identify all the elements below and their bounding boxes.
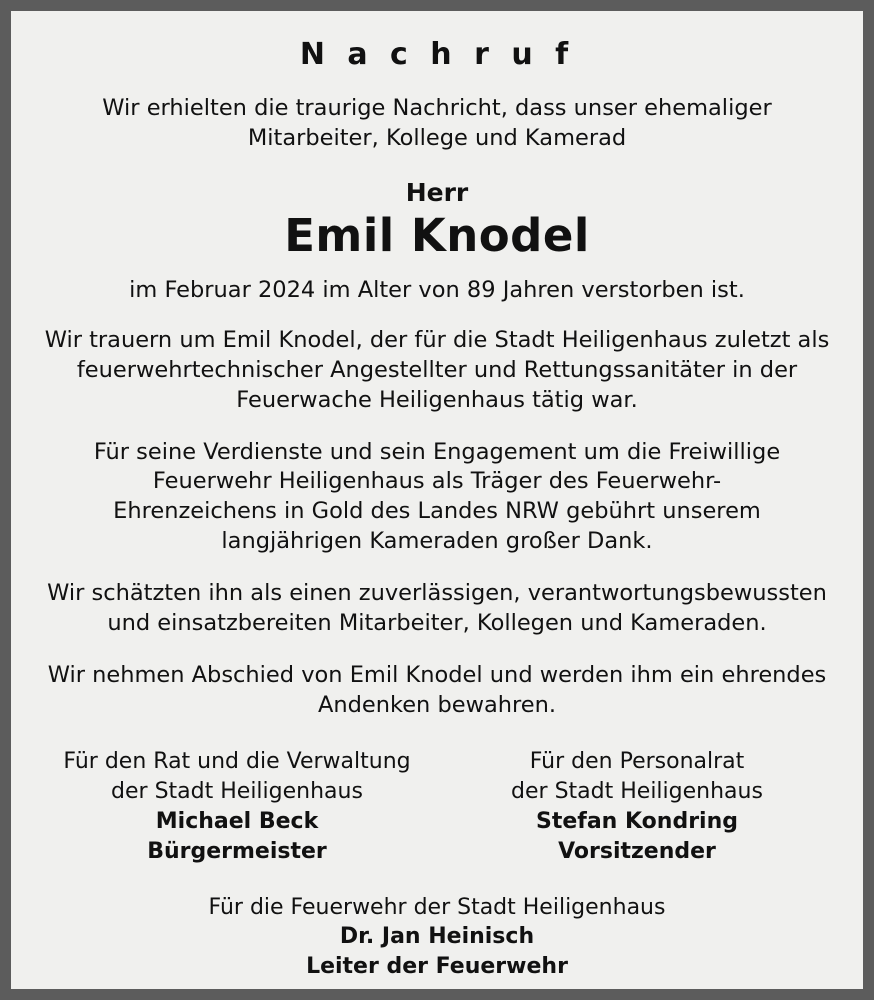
signature-line-1: Für den Personalrat bbox=[529, 748, 745, 774]
signature-role: Vorsitzender bbox=[558, 838, 716, 864]
signature-line-1: Für den Rat und die Verwaltung bbox=[63, 748, 411, 774]
intro-line-1: Wir erhielten die traurige Nachricht, dass unser ehemaliger bbox=[102, 95, 772, 121]
signature-fire-department bbox=[37, 893, 837, 983]
signature-role: Leiter der Feuerwehr bbox=[306, 954, 568, 980]
paragraph-merits: Für seine Verdienste und sein Engagement um die Freiwillige Feuerwehr Heiligenhaus als Träger des Feuerwehr-Ehrenzeichens in Gold des Landes NRW gebührt unserem langjährigen Kameraden großer Dank. bbox=[93, 438, 781, 555]
signature-council bbox=[37, 747, 437, 867]
signature-line-2: der Stadt Heiligenhaus bbox=[511, 778, 763, 804]
paragraph-appreciation: Wir schätzten ihn als einen zuverlässigen, verantwortungsbewussten und einsatzbereiten Mitarbeiter, Kollegen und Kameraden. bbox=[47, 580, 827, 637]
paragraph-career: Wir trauern um Emil Knodel, der für die Stadt Heiligenhaus zuletzt als feuerwehrtechnischer Angestellter und Rettungssanitäter in der Feuerwache Heiligenhaus tätig war. bbox=[44, 326, 830, 413]
salutation: Herr bbox=[405, 177, 469, 207]
signature-line-2: der Stadt Heiligenhaus bbox=[111, 778, 363, 804]
signature-line-1: Für die Feuerwehr der Stadt Heiligenhaus bbox=[208, 894, 666, 920]
intro-text bbox=[102, 94, 771, 154]
signature-person: Dr. Jan Heinisch bbox=[339, 924, 535, 950]
death-notice: im Februar 2024 im Alter von 89 Jahren verstorben ist. bbox=[129, 276, 745, 303]
paragraph-farewell: Wir nehmen Abschied von Emil Knodel und werden ihm ein ehrendes Andenken bewahren. bbox=[47, 662, 827, 718]
signature-person: Stefan Kondring bbox=[535, 808, 738, 834]
signature-block bbox=[37, 747, 837, 867]
signature-staff-council bbox=[437, 747, 837, 867]
intro-line-2: Mitarbeiter, Kollege und Kamerad bbox=[247, 124, 627, 151]
deceased-name: Emil Knodel bbox=[284, 208, 590, 262]
signature-role: Bürgermeister bbox=[147, 838, 327, 864]
signature-person: Michael Beck bbox=[155, 808, 319, 834]
page-title: N a c h r u f bbox=[299, 37, 575, 72]
